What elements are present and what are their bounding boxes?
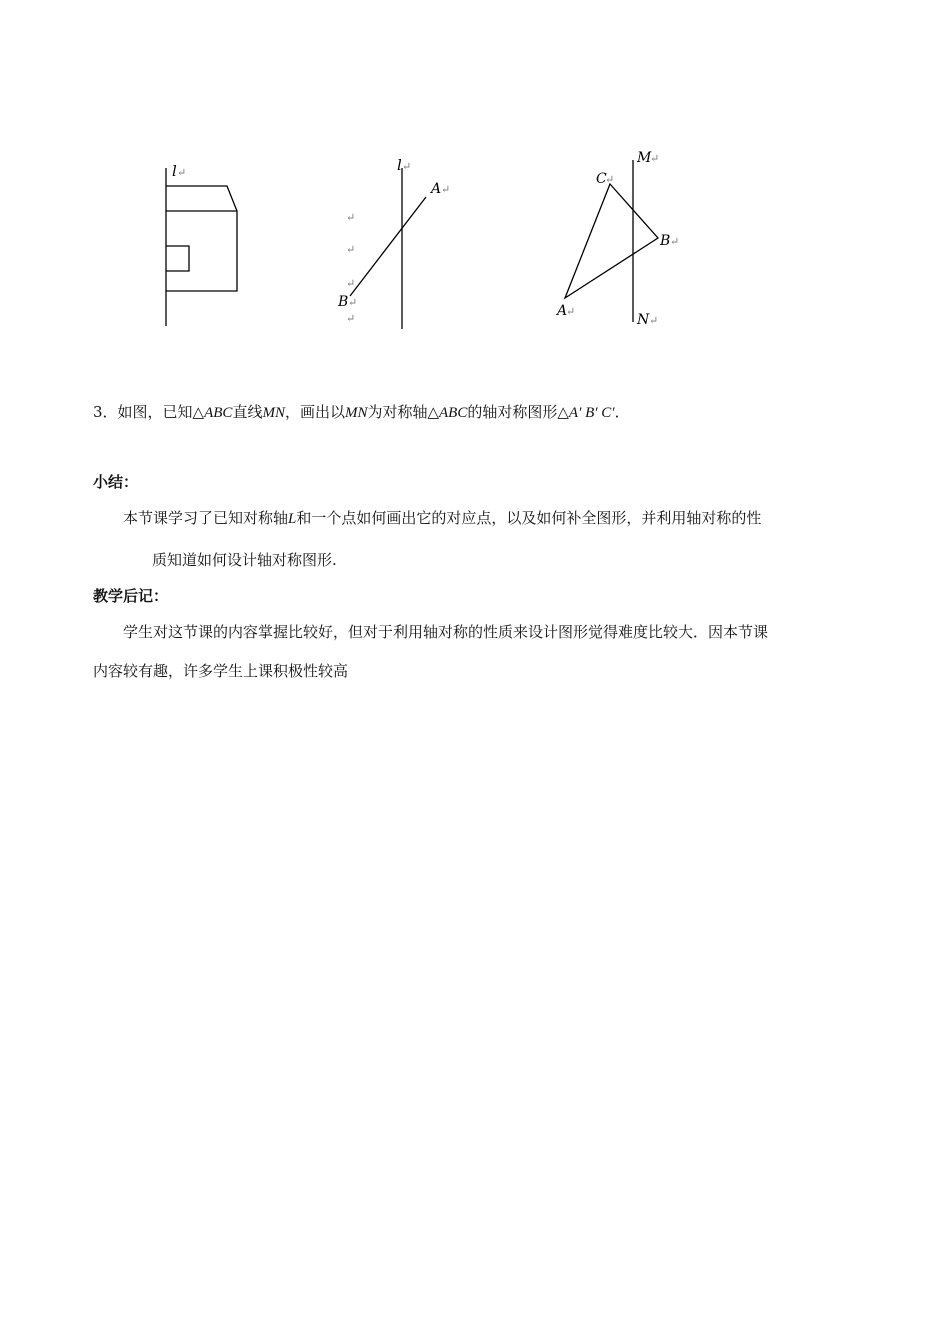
question-number: 3． <box>93 403 118 421</box>
figures-area <box>0 0 950 400</box>
summary-text: 和一个点如何画出它的对应点，以及如何补全图形，并利用轴对称的性 <box>296 509 762 527</box>
math-abc-prime: A′ B′ C′ <box>568 405 615 421</box>
fig3-axis-m: M <box>637 150 652 166</box>
question-text: 的轴对称图形△ <box>467 403 569 421</box>
fig3-point-b: B <box>660 233 671 249</box>
para-mark: ↵ <box>649 314 659 327</box>
math-mn: MN <box>262 405 285 421</box>
summary-line-2: 质知道如何设计轴对称图形. <box>152 551 337 569</box>
fig2-point-a: A <box>431 181 442 197</box>
fig3-point-a: A <box>557 303 568 319</box>
triangle-abc <box>565 184 658 298</box>
question-text: 直线 <box>232 403 263 421</box>
reflection-heading: 教学后记： <box>93 587 169 605</box>
summary-heading: 小结： <box>93 473 139 491</box>
question-3 <box>93 402 630 423</box>
para-mark: ↵ <box>346 312 356 325</box>
math-abc: ABC <box>204 405 233 421</box>
fig2-point-b: B <box>338 294 349 310</box>
para-mark: ↵ <box>346 277 356 290</box>
summary-line-1 <box>123 508 761 529</box>
segment-ab <box>350 197 426 296</box>
reflection-line-1: 学生对这节课的内容掌握比较好，但对于利用轴对称的性质来设计图形觉得难度比较大．因本节课 <box>123 623 769 641</box>
fig2-axis-label: l <box>397 156 402 174</box>
fig1-axis-label: l <box>172 162 177 180</box>
para-mark: ↵ <box>650 152 660 165</box>
math-l: L <box>288 511 297 527</box>
para-mark: ↵ <box>402 160 412 173</box>
para-mark: ↵ <box>441 183 451 196</box>
para-mark: ↵ <box>346 243 356 256</box>
inner-square <box>166 246 189 271</box>
figure-1 <box>166 168 237 326</box>
para-mark: ↵ <box>605 173 615 186</box>
question-text: ． <box>614 403 630 421</box>
para-mark: ↵ <box>348 296 358 309</box>
question-text: 为对称轴△ <box>367 403 440 421</box>
summary-text: 本节课学习了已知对称轴 <box>123 509 289 527</box>
question-text: ，画出以 <box>284 403 345 421</box>
question-text: 如图，已知△ <box>117 403 205 421</box>
fig3-axis-n: N <box>637 312 650 328</box>
para-mark: ↵ <box>670 235 680 248</box>
half-shape <box>166 186 237 291</box>
para-mark: ↵ <box>566 305 576 318</box>
fig3-point-c: C <box>596 171 607 187</box>
reflection-line-2: 内容较有趣，许多学生上课积极性较高 <box>93 662 349 680</box>
para-mark: ↵ <box>346 211 356 224</box>
math-abc: ABC <box>439 405 468 421</box>
para-mark: ↵ <box>177 166 187 179</box>
figure-2 <box>350 168 426 329</box>
math-mn: MN <box>344 405 368 421</box>
